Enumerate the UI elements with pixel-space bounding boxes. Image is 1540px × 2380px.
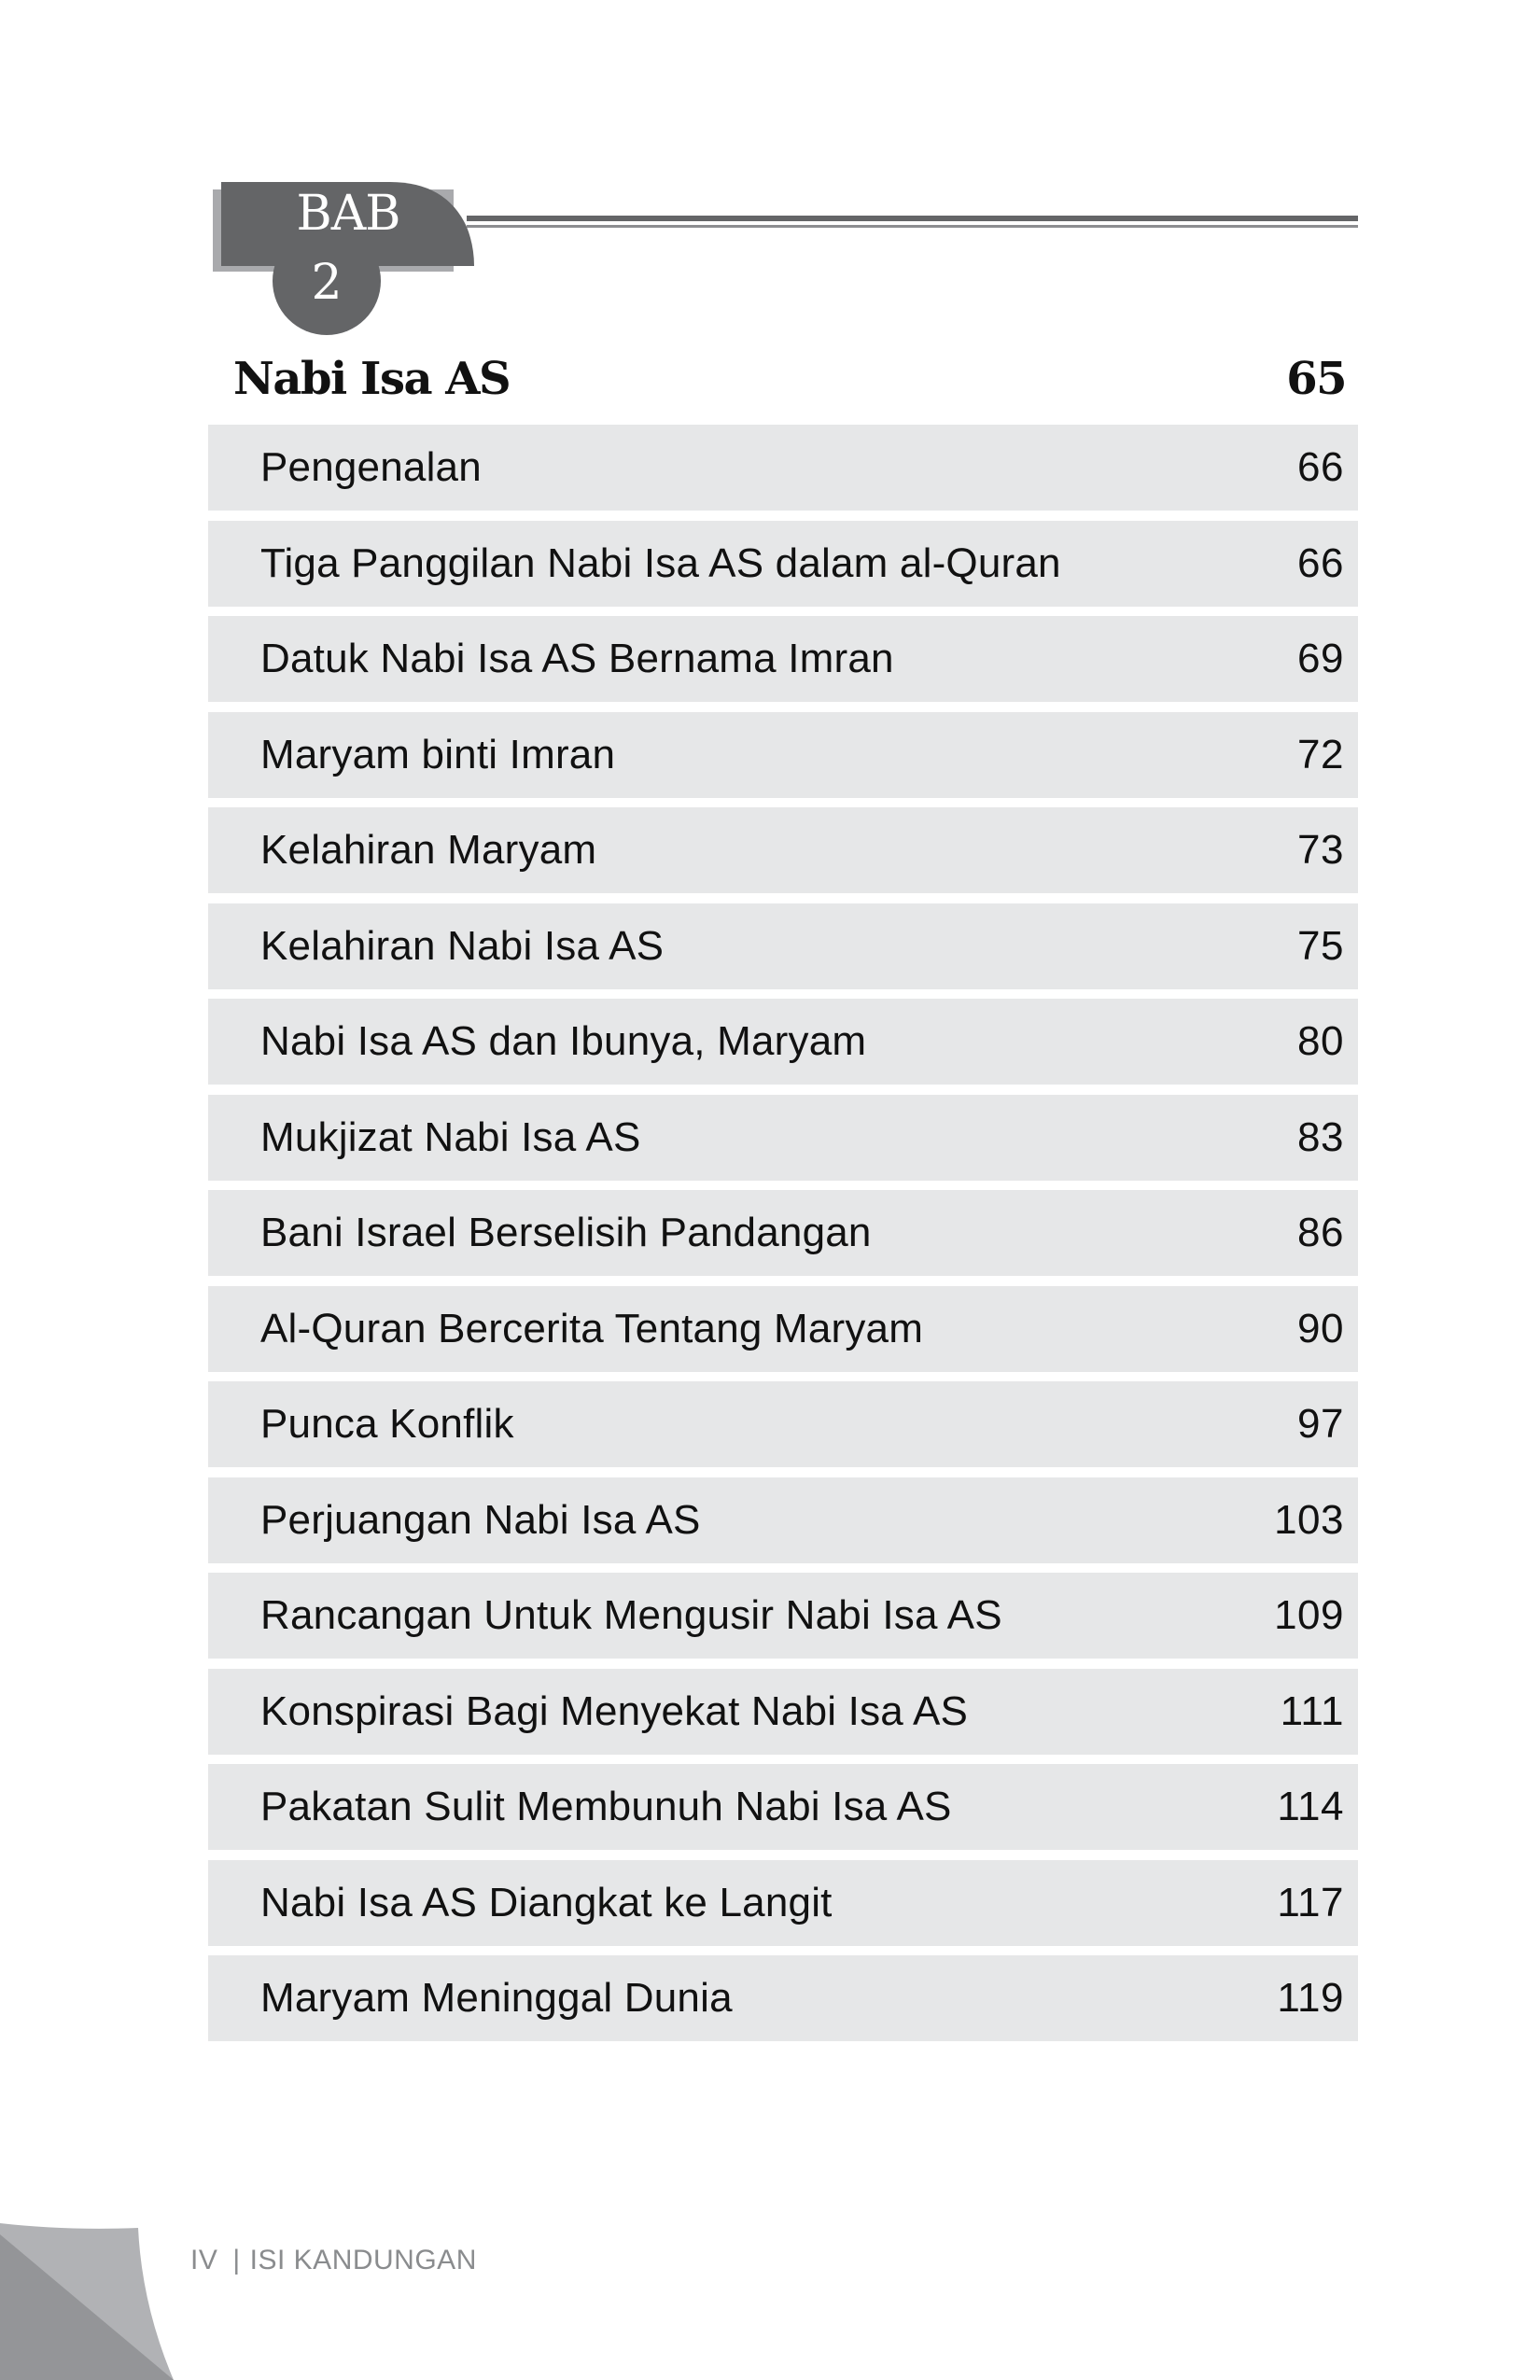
badge-label: BAB xyxy=(296,186,400,242)
footer-page-number: IV xyxy=(190,2245,218,2275)
toc-entry-title: Maryam Meninggal Dunia xyxy=(260,1975,733,2021)
toc-entry-title: Maryam binti Imran xyxy=(260,731,616,777)
toc-entry-title: Kelahiran Nabi Isa AS xyxy=(260,922,665,969)
toc-entry-page: 90 xyxy=(1297,1305,1344,1351)
toc-entry-page: 119 xyxy=(1277,1975,1344,2021)
toc-entry-page: 114 xyxy=(1277,1784,1344,1829)
toc-entry-title: Tiga Panggilan Nabi Isa AS dalam al-Quran xyxy=(260,539,1061,586)
chapter-title: Nabi Isa AS xyxy=(233,353,511,405)
toc-entry-title: Punca Konflik xyxy=(260,1401,514,1447)
toc-entry-title: Al-Quran Bercerita Tentang Maryam xyxy=(260,1305,924,1351)
toc-entry-page: 80 xyxy=(1297,1018,1344,1064)
header-rule-thin xyxy=(467,225,1358,228)
toc-entry-title: Rancangan Untuk Mengusir Nabi Isa AS xyxy=(260,1592,1002,1638)
toc-entry-page: 73 xyxy=(1297,827,1344,873)
toc-entry-page: 72 xyxy=(1297,731,1344,777)
toc-entry-title: Pengenalan xyxy=(260,444,482,490)
toc-entry[interactable] xyxy=(208,807,1358,893)
toc-entry-page: 83 xyxy=(1297,1113,1344,1160)
footer-separator: | xyxy=(232,2245,241,2275)
toc-entry-page: 103 xyxy=(1274,1496,1344,1543)
toc-entry[interactable] xyxy=(208,1573,1358,1659)
chapter-page-number: 65 xyxy=(1286,353,1346,405)
toc-entry-title: Pakatan Sulit Membunuh Nabi Isa AS xyxy=(260,1784,952,1829)
toc-entry[interactable] xyxy=(208,1190,1358,1276)
toc-entry-page: 66 xyxy=(1297,444,1344,490)
toc-entry-page: 75 xyxy=(1297,922,1344,969)
toc-entry-page: 111 xyxy=(1280,1687,1344,1734)
toc-entry[interactable] xyxy=(208,1477,1358,1563)
toc-entry[interactable] xyxy=(208,903,1358,989)
toc-entry-title: Nabi Isa AS dan Ibunya, Maryam xyxy=(260,1018,867,1064)
toc-entry-title: Mukjizat Nabi Isa AS xyxy=(260,1113,641,1160)
toc-entry[interactable] xyxy=(208,712,1358,798)
chapter-badge xyxy=(213,180,483,339)
toc-entry[interactable] xyxy=(208,1955,1358,2041)
toc-entry[interactable] xyxy=(208,1095,1358,1181)
toc-entry-title: Kelahiran Maryam xyxy=(260,827,597,873)
header-rule-thick xyxy=(467,216,1358,221)
toc-entry[interactable] xyxy=(208,1669,1358,1755)
toc-entry[interactable] xyxy=(208,425,1358,511)
toc-entry-title: Konspirasi Bagi Menyekat Nabi Isa AS xyxy=(260,1687,969,1734)
page-curl-decoration xyxy=(0,2212,187,2380)
badge-chapter-number: 2 xyxy=(311,255,343,311)
toc-entry-page: 117 xyxy=(1277,1879,1344,1925)
toc-entry[interactable] xyxy=(208,999,1358,1085)
toc-entry-page: 69 xyxy=(1297,636,1344,681)
chapter-heading[interactable] xyxy=(233,351,1346,407)
page-footer xyxy=(190,2244,477,2277)
toc-entry[interactable] xyxy=(208,1764,1358,1850)
toc-entry-title: Nabi Isa AS Diangkat ke Langit xyxy=(260,1879,833,1925)
toc-entry-page: 97 xyxy=(1297,1401,1344,1447)
toc-entry-title: Bani Israel Berselisih Pandangan xyxy=(260,1210,872,1255)
toc-entry[interactable] xyxy=(208,1860,1358,1946)
toc-entry[interactable] xyxy=(208,1286,1358,1372)
toc-entry-title: Datuk Nabi Isa AS Bernama Imran xyxy=(260,636,894,681)
table-of-contents xyxy=(208,425,1358,2051)
toc-entry-title: Perjuangan Nabi Isa AS xyxy=(260,1496,701,1543)
footer-section-title: ISI KANDUNGAN xyxy=(249,2245,477,2275)
toc-entry[interactable] xyxy=(208,1381,1358,1467)
toc-entry[interactable] xyxy=(208,616,1358,702)
toc-entry-page: 109 xyxy=(1274,1592,1344,1638)
toc-entry-page: 66 xyxy=(1297,539,1344,586)
toc-entry-page: 86 xyxy=(1297,1210,1344,1255)
toc-entry[interactable] xyxy=(208,521,1358,607)
